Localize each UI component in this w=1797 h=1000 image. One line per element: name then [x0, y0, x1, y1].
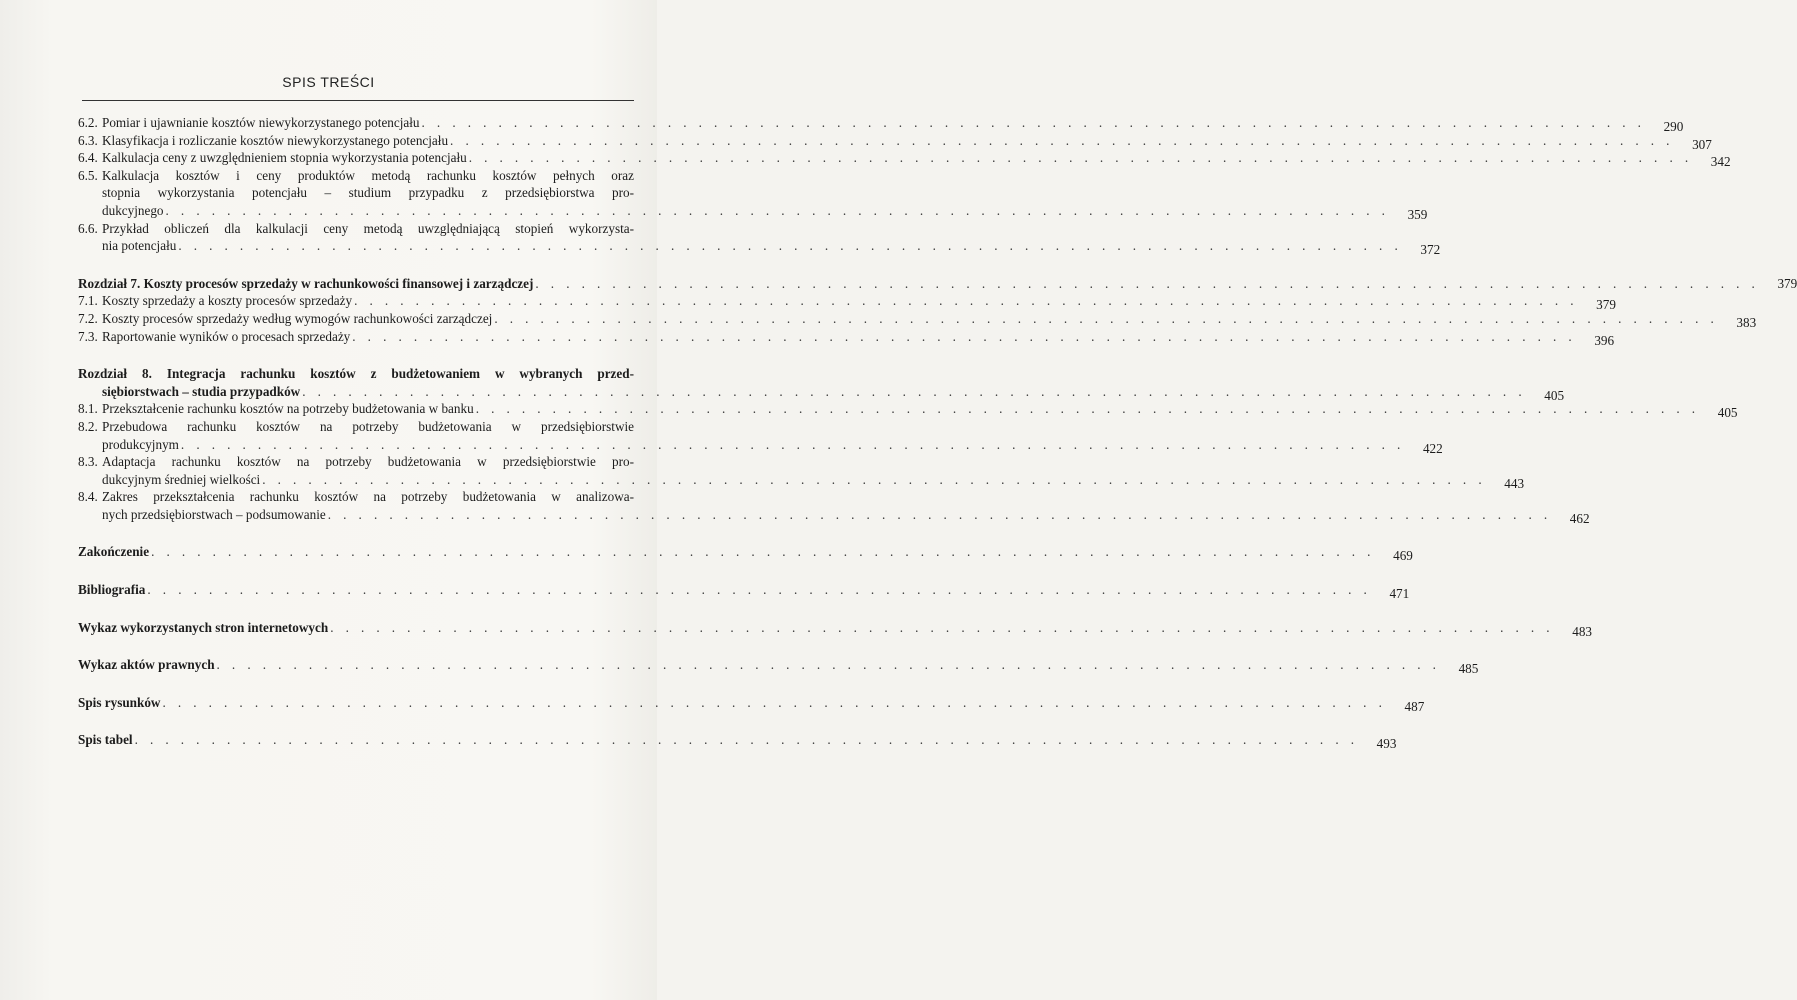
toc-entry-continuation [78, 184, 634, 202]
toc-page-number: 462 [1569, 510, 1590, 526]
toc-entry-last-line [78, 471, 1525, 491]
dot-leader: . . . . . . . . . . . . . . . . . . . . . . . . . . . . . . . . . . . . . . . . . . . . . . . . . . . . . . . . . . . . . . . . . . . . . . . . . . . . . . . . [151, 544, 1375, 560]
dot-leader: . . . . . . . . . . . . . . . . . . . . . . . . . . . . . . . . . . . . . . . . . . . . . . . . . . . . . . . . . . . . . . . . . . . . . . . . . . . . . . . . [330, 619, 1554, 635]
toc-page-number: 485 [1458, 661, 1479, 677]
toc-entry-last-line [78, 436, 1443, 456]
chapter-8-heading-line-2 [78, 383, 1565, 403]
back-matter-entry [78, 619, 1592, 639]
toc-entry-number: 8.1. [78, 401, 98, 417]
spacer [78, 711, 634, 731]
toc-page-number: 422 [1422, 440, 1443, 456]
dot-leader: . . . . . . . . . . . . . . . . . . . . . . . . . . . . . . . . . . . . . . . . . . . . . . . . . . . . . . . . . . . . . . . . . . . . . . . . . . . . . . . . [262, 471, 1487, 487]
spacer [78, 523, 634, 543]
chapter-title: Rozdział 7. Koszty procesów sprzedaży w rachunkowości finansowej i zarządczej [78, 275, 534, 291]
back-matter-entry [78, 581, 1410, 602]
toc-entry [78, 132, 1712, 152]
toc-entry [78, 220, 1441, 258]
toc-page-number: 396 [1594, 332, 1615, 348]
toc-entry-last-line [78, 506, 1590, 526]
toc-entry-text: Przebudowa rachunku kosztów na potrzeby budżetowania w przedsiębiorstwie [102, 418, 634, 434]
toc-entry-number: 6.4. [78, 150, 98, 166]
dot-leader: . . . . . . . . . . . . . . . . . . . . . . . . . . . . . . . . . . . . . . . . . . . . . . . . . . . . . . . . . . . . . . . . . . . . . . . . . . . . . . . . [535, 275, 1760, 291]
toc-entry-number: 8.4. [78, 489, 98, 505]
dot-leader: . . . . . . . . . . . . . . . . . . . . . . . . . . . . . . . . . . . . . . . . . . . . . . . . . . . . . . . . . . . . . . . . . . . . . . . . . . . . . . . . [302, 383, 1527, 399]
toc-entry-number: 8.2. [78, 418, 98, 434]
back-matter-title: Spis tabel [78, 732, 133, 748]
spacer [78, 255, 634, 275]
toc-entry-last-line [78, 202, 1428, 222]
toc-entry-last-line [78, 237, 1441, 258]
toc-entry-last-line [78, 310, 1757, 330]
toc-entry-text: nych przedsiębiorstwach – podsumowanie [102, 506, 326, 522]
back-matter-title: Bibliografia [78, 582, 146, 598]
toc-entry-last-line [78, 149, 1731, 170]
toc-entry-line [78, 488, 634, 506]
dot-leader: . . . . . . . . . . . . . . . . . . . . . . . . . . . . . . . . . . . . . . . . . . . . . . . . . . . . . . . . . . . . . . . . . . . . . . . . . . . . . . . . [216, 657, 1441, 673]
spacer [78, 345, 634, 365]
chapter-8-heading-line-1: Rozdział 8. Integracja rachunku kosztów z budżetowaniem w wybranych przed- [78, 366, 634, 382]
dot-leader: . . . . . . . . . . . . . . . . . . . . . . . . . . . . . . . . . . . . . . . . . . . . . . . . . . . . . . . . . . . . . . . . . . . . . . . . . . . . . . . . [162, 694, 1387, 710]
toc-page-number: 443 [1504, 475, 1525, 491]
toc-page-number: 379 [1596, 297, 1616, 313]
toc-entry-last-line [78, 114, 1684, 134]
toc-entry-text: Pomiar i ujawnianie kosztów niewykorzystanego potencjału [102, 115, 420, 130]
toc-entry [78, 328, 1615, 348]
dot-leader: . . . . . . . . . . . . . . . . . . . . . . . . . . . . . . . . . . . . . . . . . . . . . . . . . . . . . . . . . . . . . . . . . . . . . . . . . . . . . . . . [450, 132, 1674, 148]
toc-page-number: 379 [1777, 275, 1797, 291]
dot-leader: . . . . . . . . . . . . . . . . . . . . . . . . . . . . . . . . . . . . . . . . . . . . . . . . . . . . . . . . . . . . . . . . . . . . . . . . . . . . . . . . [354, 293, 1578, 309]
toc-page-number: 359 [1407, 206, 1428, 222]
toc-entry-text: stopnia wykorzystania potencjału – studium przypadku z przedsiębiorstwa pro- [102, 185, 634, 201]
toc-page-number: 493 [1376, 736, 1397, 752]
dot-leader: . . . . . . . . . . . . . . . . . . . . . . . . . . . . . . . . . . . . . . . . . . . . . . . . . . . . . . . . . . . . . . . . . . . . . . . . . . . . . . . . [147, 582, 1372, 598]
toc-entry [78, 310, 1757, 330]
toc-entry-text: produkcyjnym [102, 436, 179, 452]
dot-leader: . . . . . . . . . . . . . . . . . . . . . . . . . . . . . . . . . . . . . . . . . . . . . . . . . . . . . . . . . . . . . . . . . . . . . . . . . . . . . . . . [327, 506, 1552, 522]
back-matter-title: Wykaz wykorzystanych stron internetowych [78, 619, 329, 635]
toc-entry-number: 6.2. [78, 115, 98, 130]
table-of-contents [78, 114, 1797, 752]
dot-leader: . . . . . . . . . . . . . . . . . . . . . . . . . . . . . . . . . . . . . . . . . . . . . . . . . . . . . . . . . . . . . . . . . . . . . . . . . . . . . . . . [421, 115, 1646, 130]
toc-entry-text: nia potencjału [102, 238, 177, 254]
toc-entry-number: 7.3. [78, 328, 98, 344]
back-matter-entry [78, 694, 1425, 714]
toc-entry [78, 453, 1525, 491]
toc-entry-last-line [78, 400, 1738, 421]
toc-entry-number: 6.6. [78, 220, 98, 236]
toc-page-number: 383 [1736, 314, 1757, 330]
toc-entry [78, 400, 1738, 421]
toc-page-number: 471 [1389, 586, 1410, 602]
toc-entry [78, 167, 1428, 222]
back-matter-entry [78, 731, 1397, 752]
back-matter-title: Zakończenie [78, 544, 150, 560]
toc-entry [78, 114, 1684, 134]
running-header: SPIS TREŚCI [282, 74, 375, 90]
toc-entry-last-line [78, 292, 1616, 313]
back-matter-title: Wykaz aktów prawnych [78, 657, 215, 673]
dot-leader: . . . . . . . . . . . . . . . . . . . . . . . . . . . . . . . . . . . . . . . . . . . . . . . . . . . . . . . . . . . . . . . . . . . . . . . . . . . . . . . . [468, 150, 1693, 166]
back-matter-title: Spis rysunków [78, 694, 161, 710]
toc-page-number: 487 [1404, 698, 1425, 714]
back-matter-entry [78, 543, 1413, 564]
toc-entry-number: 6.5. [78, 167, 98, 183]
toc-entry-line [78, 167, 634, 185]
toc-entry-text: Koszty procesów sprzedaży według wymogów rachunkowości zarządczej [102, 310, 493, 326]
toc-page-number: 405 [1717, 405, 1738, 421]
chapter-title: siębiorstwach – studia przypadków [102, 383, 301, 399]
toc-entry-text: Adaptacja rachunku kosztów na potrzeby budżetowania w przedsiębiorstwie pro- [102, 454, 634, 470]
toc-entry-number: 6.3. [78, 132, 98, 148]
toc-entry-text: Kalkulacja kosztów i ceny produktów metodą rachunku kosztów pełnych oraz [102, 167, 634, 183]
spacer [78, 599, 634, 619]
back-matter-entry [78, 656, 1479, 677]
toc-page-number: 372 [1420, 242, 1441, 258]
toc-entry-text: Klasyfikacja i rozliczanie kosztów niewykorzystanego potencjału [102, 132, 449, 148]
toc-page-number: 405 [1544, 387, 1565, 403]
toc-entry [78, 488, 1590, 526]
dot-leader: . . . . . . . . . . . . . . . . . . . . . . . . . . . . . . . . . . . . . . . . . . . . . . . . . . . . . . . . . . . . . . . . . . . . . . . . . . . . . . . . [494, 310, 1719, 326]
header-rule [82, 100, 634, 101]
spacer [78, 636, 634, 656]
toc-entry-text: Przykład obliczeń dla kalkulacji ceny metodą uwzględniającą stopień wykorzysta- [102, 220, 634, 236]
toc-page-number: 307 [1692, 136, 1712, 152]
spacer [78, 674, 634, 694]
toc-entry-text: Zakres przekształcenia rachunku kosztów na potrzeby budżetowania w analizowa- [102, 489, 634, 505]
toc-page-number: 290 [1663, 119, 1684, 134]
toc-entry-number: 7.1. [78, 293, 98, 309]
toc-entry-text: dukcyjnym średniej wielkości [102, 471, 261, 487]
toc-entry-text: dukcyjnego [102, 202, 164, 218]
toc-entry-line [78, 453, 634, 471]
toc-entry-text: Koszty sprzedaży a koszty procesów sprzedaży [102, 293, 353, 309]
toc-entry-text: Kalkulacja ceny z uwzględnieniem stopnia wykorzystania potencjału [102, 150, 467, 166]
toc-page-number: 342 [1710, 154, 1731, 170]
toc-entry-text: Raportowanie wyników o procesach sprzedaży [102, 328, 351, 344]
dot-leader: . . . . . . . . . . . . . . . . . . . . . . . . . . . . . . . . . . . . . . . . . . . . . . . . . . . . . . . . . . . . . . . . . . . . . . . . . . . . . . . . [475, 401, 1700, 417]
toc-entry-text: Przekształcenie rachunku kosztów na potrzeby budżetowania w banku [102, 401, 474, 417]
toc-entry [78, 418, 1443, 456]
dot-leader: . . . . . . . . . . . . . . . . . . . . . . . . . . . . . . . . . . . . . . . . . . . . . . . . . . . . . . . . . . . . . . . . . . . . . . . . . . . . . . . . [352, 328, 1577, 344]
dot-leader: . . . . . . . . . . . . . . . . . . . . . . . . . . . . . . . . . . . . . . . . . . . . . . . . . . . . . . . . . . . . . . . . . . . . . . . . . . . . . . . . [178, 238, 1403, 254]
toc-entry-line [78, 220, 634, 238]
chapter-7-heading [78, 275, 1797, 293]
spacer [78, 561, 634, 581]
toc-page-number: 469 [1393, 548, 1413, 564]
toc-entry-last-line [78, 132, 1712, 152]
dot-leader: . . . . . . . . . . . . . . . . . . . . . . . . . . . . . . . . . . . . . . . . . . . . . . . . . . . . . . . . . . . . . . . . . . . . . . . . . . . . . . . . [165, 202, 1390, 218]
toc-entry-last-line [78, 328, 1615, 348]
toc-entry [78, 149, 1731, 170]
dot-leader: . . . . . . . . . . . . . . . . . . . . . . . . . . . . . . . . . . . . . . . . . . . . . . . . . . . . . . . . . . . . . . . . . . . . . . . . . . . . . . . . [134, 732, 1359, 748]
dot-leader: . . . . . . . . . . . . . . . . . . . . . . . . . . . . . . . . . . . . . . . . . . . . . . . . . . . . . . . . . . . . . . . . . . . . . . . . . . . . . . . . [180, 436, 1405, 452]
toc-entry [78, 292, 1616, 313]
toc-entry-line [78, 418, 634, 436]
toc-entry-number [78, 184, 102, 202]
toc-entry-number: 8.3. [78, 454, 98, 470]
toc-page-number: 483 [1572, 623, 1592, 639]
toc-entry-number: 7.2. [78, 310, 98, 326]
